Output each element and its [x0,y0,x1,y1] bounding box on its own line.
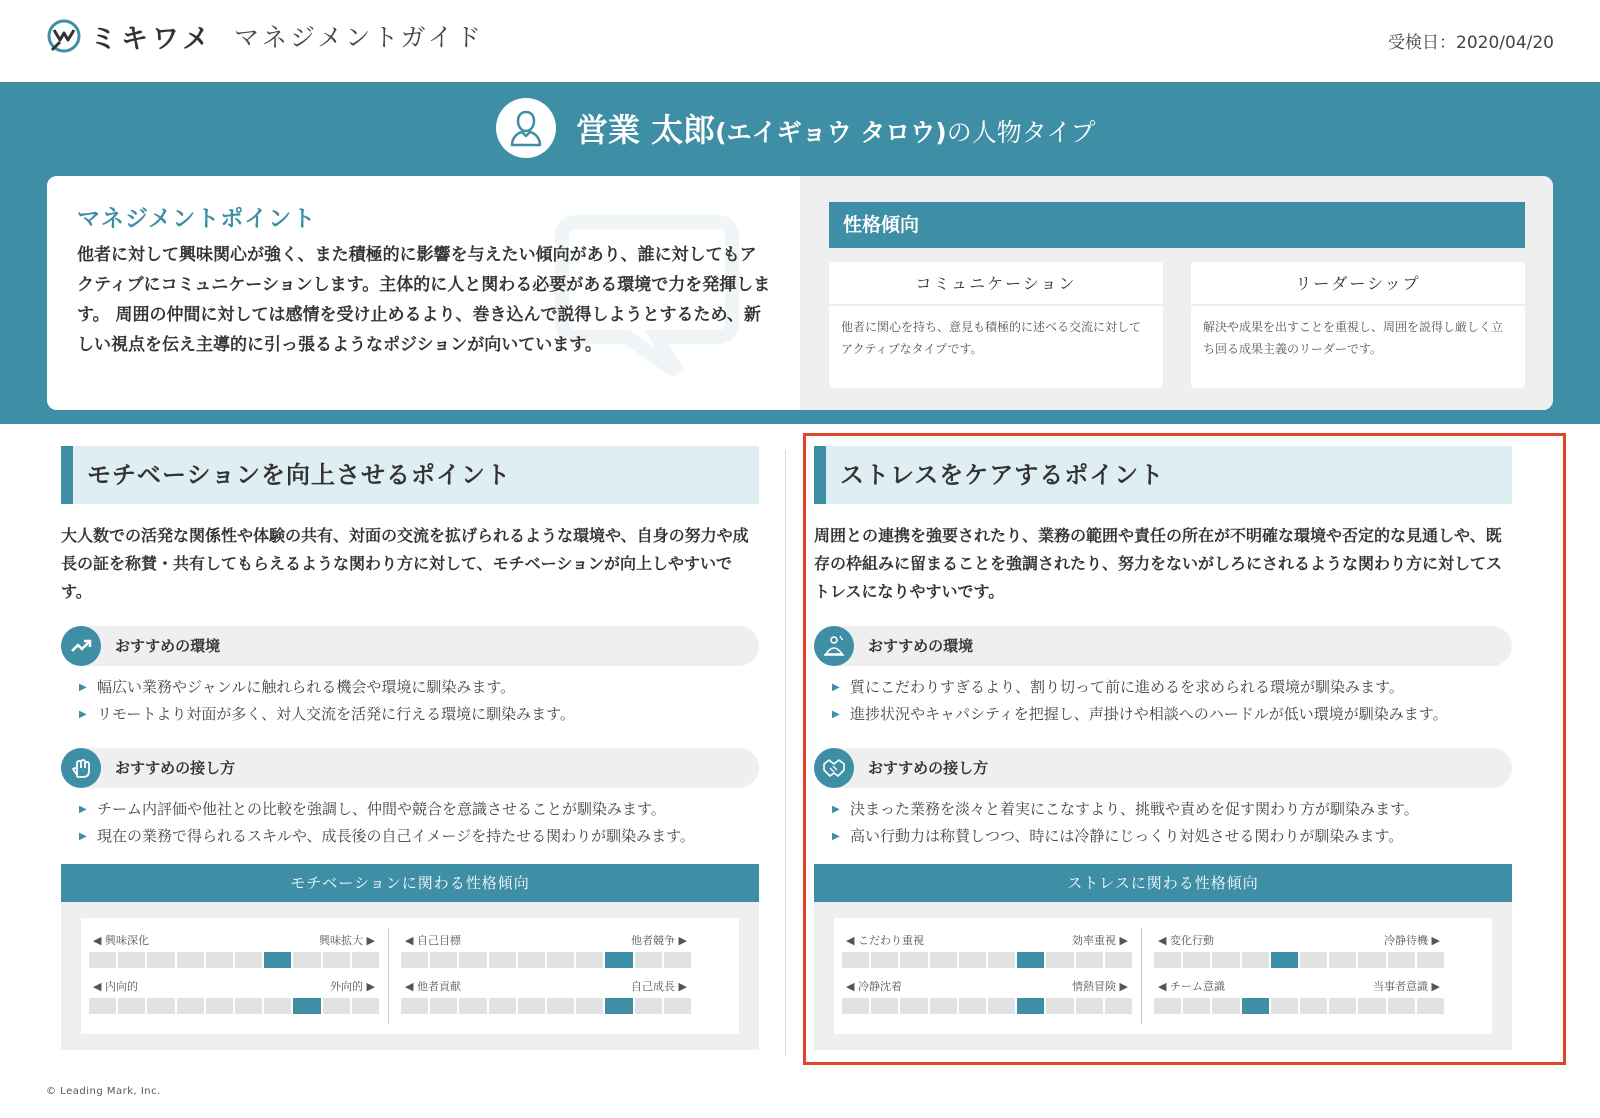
scale-cell [1105,998,1132,1014]
scale-cell [401,952,428,968]
scale-track [842,952,1132,968]
scale-cell [459,998,486,1014]
scale-cell [430,998,457,1014]
scale-cell [264,998,291,1014]
trait-leadership [1191,262,1525,388]
person-title [576,105,1095,151]
scale-marker [1271,952,1298,968]
scale-marker [1017,952,1044,968]
scale-cell [988,952,1015,968]
scale-cell [900,998,927,1014]
scale-marker [605,952,632,968]
scale-marker [1242,998,1269,1014]
scale-left-label: ◀ 冷静沈着 [846,980,902,993]
scale-right-label: 興味拡大 ▶ [319,934,375,947]
scale-cell [900,952,927,968]
stress-text: 周囲との連携を強要されたり、業務の範囲や責任の所在が不明確な環境や否定的な見通しや、既存の枠組みに留まることを強調されたり、努力をないがしろにされるような関わり方に対してストレスになりやすいです。 [814,526,1503,601]
scale-track [842,998,1132,1014]
list-item: ▶ 進捗状況やキャパシティを把握し、声掛けや相談へのハードルが低い環境が馴染みます。 [832,701,1512,728]
scale-cell [293,952,320,968]
person-heading [496,98,1095,158]
scale-track [401,952,691,968]
scale-cell [352,998,379,1014]
scale-cell [1242,952,1269,968]
scale-change [1154,932,1444,968]
scale-left-label: ◀ 自己目標 [405,934,461,947]
scale-cell [1046,952,1073,968]
approach-label: おすすめの接し方 [115,759,236,777]
scale-cell [489,998,516,1014]
scale-right-label: 自己成長 ▶ [631,980,687,993]
list-item: ▶ 現在の業務で得られるスキルや、成長後の自己イメージを持たせる関わりが馴染みます。 [79,823,759,850]
scale-cell [1076,998,1103,1014]
scale-introversion [89,978,379,1014]
scale-cell [323,998,350,1014]
list-item: ▶ 高い行動力は称賛しつつ、時には冷静にじっくり対処させる関わりが馴染みます。 [832,823,1512,850]
stress-approach-header [814,748,1512,788]
scale-cell [1329,998,1356,1014]
scale-focus [842,932,1132,968]
motivation-approach-list [61,796,759,850]
scale-cell [1271,998,1298,1014]
scale-cell [401,998,428,1014]
scale-cell [842,952,869,968]
copyright: © Leading Mark, Inc. [46,1086,161,1097]
personality-title: 性格傾向 [829,202,1525,248]
trend-up-icon [61,626,101,666]
scale-cell [430,952,457,968]
hand-icon [61,748,101,788]
scale-cell [1154,998,1181,1014]
scale-cell [664,952,691,968]
scale-cell [518,998,545,1014]
scale-cell [664,998,691,1014]
scale-cell [635,998,662,1014]
scale-cell [576,998,603,1014]
header-bar [0,0,1600,82]
motivation-tendency-panel [61,902,759,1050]
motivation-approach-header [61,748,759,788]
scale-cell [1417,952,1444,968]
scale-cell [1183,952,1210,968]
management-point-title: マネジメントポイント [77,206,317,232]
scale-right-label: 当事者意識 ▶ [1373,980,1440,993]
motivation-env-header [61,626,759,666]
scale-cell [1212,952,1239,968]
scale-cell [89,952,116,968]
env-label: おすすめの環境 [115,637,221,655]
summary-card [47,176,1553,410]
guide-title: マネジメントガイド [234,23,484,52]
scale-right-label: 他者競争 ▶ [631,934,687,947]
scale-goal [401,932,691,968]
logo-icon [46,16,84,56]
scale-cell [930,952,957,968]
scale-left-label: ◀ 他者貢献 [405,980,461,993]
scale-cell [1212,998,1239,1014]
list-item: ▶ リモートより対面が多く、対人交流を活発に行える環境に馴染みます。 [79,701,759,728]
scale-cell [323,952,350,968]
scale-cell [147,998,174,1014]
scale-cell [206,952,233,968]
management-point-text: 他者に対して興味関心が強く、また積極的に影響を与えたい傾向があり、誰に対してもアクティブにコミュニケーションします。主体的に人と関わる必要がある環境で力を発揮します。 周囲の仲間に対しては感情を受け止めるより、巻き込んで説得しようとするため、新しい視点を伝え主導的に引っ張るようなポジションが向いています。 [77,245,771,355]
stress-env-header [814,626,1512,666]
scale-cell [1300,952,1327,968]
scale-left-label: ◀ こだわり重視 [846,934,924,947]
scale-cell [1154,952,1181,968]
scale-right-label: 冷静待機 ▶ [1384,934,1440,947]
stress-section [814,446,1512,1050]
scale-cell [1358,998,1385,1014]
scale-cell [177,998,204,1014]
scale-track [401,998,691,1014]
stress-tendency-panel [814,902,1512,1050]
scale-cell [871,952,898,968]
scale-cell [89,998,116,1014]
motivation-env-list [61,674,759,728]
motivation-text: 大人数での活発な関係性や体験の共有、対面の交流を拡げられるような環境や、自身の努力や成長の証を称賛・共有してもらえるような関わり方に対して、モチベーションが向上しやすいです。 [61,526,749,601]
tendency-scales [81,918,739,1034]
scale-cell [235,998,262,1014]
tendency-scales [834,918,1492,1034]
list-item: ▶ チーム内評価や他社との比較を強調し、仲間や競合を意識させることが馴染みます。 [79,796,759,823]
scale-cell [635,952,662,968]
scale-track [1154,952,1444,968]
trait-title: コミュニケーション [829,262,1163,306]
scale-marker [605,998,632,1014]
scale-cell [147,952,174,968]
scale-cell [1046,998,1073,1014]
trait-text: 解決や成果を出すことを重視し、周囲を説得し厳しく立ち回る成果主義のリーダーです。 [1203,320,1504,356]
scale-track [89,952,379,968]
exam-date: 受検日：2020/04/20 [1388,33,1554,53]
meditation-icon [814,626,854,666]
motivation-section [61,446,759,1050]
scale-left-label: ◀ 興味深化 [93,934,149,947]
scale-cell [235,952,262,968]
scale-cell [518,952,545,968]
trait-text: 他者に関心を持ち、意見も積極的に述べる交流に対してアクティブなタイプです。 [841,320,1142,356]
scale-cell [1329,952,1356,968]
scale-cell [547,952,574,968]
scale-cell [930,998,957,1014]
user-icon [509,109,543,147]
scale-right-label: 情熱冒険 ▶ [1072,980,1128,993]
scale-left-label: ◀ チーム意識 [1158,980,1225,993]
list-item: ▶ 幅広い業務やジャンルに触れられる機会や環境に馴染みます。 [79,674,759,701]
scale-cell [118,952,145,968]
scale-cell [1300,998,1327,1014]
scale-cell [871,998,898,1014]
scale-cell [352,952,379,968]
brand-logo[interactable] [46,16,213,56]
scale-cell [489,952,516,968]
scale-right-label: 外向的 ▶ [330,980,375,993]
scale-cell [1358,952,1385,968]
column-divider [785,450,786,1056]
personality-panel [800,176,1553,410]
env-label: おすすめの環境 [868,637,974,655]
scale-calm [842,978,1132,1014]
stress-env-list [814,674,1512,728]
scale-cell [206,998,233,1014]
list-item: ▶ 質にこだわりすぎるより、割り切って前に進めるを求められる環境が馴染みます。 [832,674,1512,701]
scale-contribution [401,978,691,1014]
scale-cell [1105,952,1132,968]
list-item: ▶ 決まった業務を淡々と着実にこなすより、挑戦や責めを促す関わり方が馴染みます。 [832,796,1512,823]
scale-divider [388,928,389,1024]
trait-communication [829,262,1163,388]
scale-cell [842,998,869,1014]
stress-tendency-title: ストレスに関わる性格傾向 [814,864,1512,902]
scale-cell [1417,998,1444,1014]
scale-marker [264,952,291,968]
stress-title: ストレスをケアするポイント [814,446,1512,504]
scale-cell [459,952,486,968]
scale-track [89,998,379,1014]
scale-left-label: ◀ 内向的 [93,980,138,993]
scale-cell [1388,998,1415,1014]
person-band [0,82,1600,424]
scale-interest [89,932,379,968]
scale-left-label: ◀ 変化行動 [1158,934,1214,947]
avatar [496,98,556,158]
trait-title: リーダーシップ [1191,262,1525,306]
stress-approach-list [814,796,1512,850]
brand-name: ミキワメ [90,23,214,55]
scale-divider [1141,928,1142,1024]
scale-cell [1076,952,1103,968]
scale-cell [576,952,603,968]
person-kana: (エイギョウ タロウ) [715,118,947,147]
approach-label: おすすめの接し方 [868,759,989,777]
management-point-panel [47,176,800,410]
handshake-icon [814,748,854,788]
scale-cell [988,998,1015,1014]
scale-cell [1388,952,1415,968]
scale-cell [547,998,574,1014]
scale-marker [1017,998,1044,1014]
scale-cell [177,952,204,968]
scale-cell [959,952,986,968]
scale-cell [959,998,986,1014]
person-name: 営業 太郎 [576,111,716,149]
scale-team [1154,978,1444,1014]
scale-right-label: 効率重視 ▶ [1072,934,1128,947]
person-title-suffix: の人物タイプ [946,118,1096,147]
scale-cell [1183,998,1210,1014]
scale-marker [293,998,320,1014]
motivation-tendency-title: モチベーションに関わる性格傾向 [61,864,759,902]
scale-cell [118,998,145,1014]
scale-track [1154,998,1444,1014]
motivation-title: モチベーションを向上させるポイント [61,446,759,504]
